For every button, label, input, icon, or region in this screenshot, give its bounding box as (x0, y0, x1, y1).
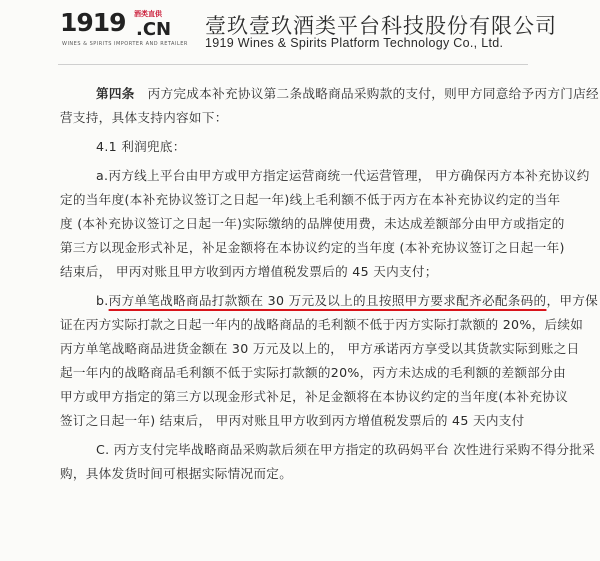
paragraph-line: a.丙方线上平台由甲方或甲方指定运营商统一代运营管理， 甲方确保丙方本补充协议约 (96, 168, 590, 183)
header-divider (58, 64, 528, 65)
section-heading: 4.1 利润兜底： (96, 139, 186, 154)
paragraph-line: 结束后， 甲丙对账且甲方收到丙方增值税发票后的 45 天内支付； (60, 264, 438, 279)
logo-tagline: WINES & SPIRITS IMPORTER AND RETAILER (62, 41, 188, 47)
logo-cn-suffix: .CN (136, 19, 172, 40)
letterhead (0, 0, 600, 62)
paragraph-line: 第三方以现金形式补足，补足金额将在本协议约定的当年度 (本补充协议签订之日起一年) (60, 240, 565, 255)
company-logo (60, 8, 200, 54)
paragraph-line: 甲方或甲方指定的第三方以现金形式补足，补足金额将在本协议约定的当年度(本补充协议 (60, 389, 569, 404)
company-name-chinese: 壹玖壹玖酒类平台科技股份有限公司 (205, 14, 557, 38)
paragraph-line: 度 (本补充协议签订之日起一年)实际缴纳的品牌使用费，未达成差额部分由甲方或指定的 (60, 216, 565, 231)
underlined-clause: 丙方单笔战略商品打款额在 30 万元及以上的且按照甲方要求配齐必配条码的 (108, 293, 547, 308)
paragraph-line: 购，具体发货时间可根据实际情况而定。 (60, 466, 293, 481)
paragraph-line: 起一年内的战略商品毛利额不低于实际打款额的20%，丙方未达成的毛利额的差额部分由 (60, 365, 566, 380)
logo-red-tag: 酒类直供 (134, 10, 162, 18)
paragraph-line: 签订之日起一年) 结束后， 甲丙对账且甲方收到丙方增值税发票后的 45 天内支付 (60, 413, 525, 428)
article-title: 第四条 (96, 86, 135, 101)
paragraph-line: 证在丙方实际打款之日起一年内的战略商品的毛利额不低于丙方实际打款额的 20%，后续如 (60, 317, 584, 332)
paragraph-line: 营支持，具体支持内容如下： (60, 110, 228, 125)
document-body (60, 82, 599, 486)
paragraph-line: 丙方单笔战略商品进货金额在 30 万元及以上的， 甲方承诺丙方享受以其货款实际到账之日 (60, 341, 580, 356)
paragraph-line: C. 丙方支付完毕战略商品采购款后须在甲方指定的玖码妈平台 次性进行采购不得分批采 (96, 442, 596, 457)
paragraph-line: 第四条 丙方完成本补充协议第二条战略商品采购款的支付，则甲方同意给予丙方门店经 (96, 86, 599, 101)
paragraph-line: b.丙方单笔战略商品打款额在 30 万元及以上的且按照甲方要求配齐必配条码的，甲方保 (96, 293, 599, 308)
logo-number: 1919 (60, 8, 126, 37)
company-name-english: 1919 Wines & Spirits Platform Technology Co., Ltd. (205, 36, 504, 50)
paragraph-line: 定的当年度(本补充协议签订之日起一年)线上毛利额不低于丙方在本补充协议约定的当年 (60, 192, 561, 207)
